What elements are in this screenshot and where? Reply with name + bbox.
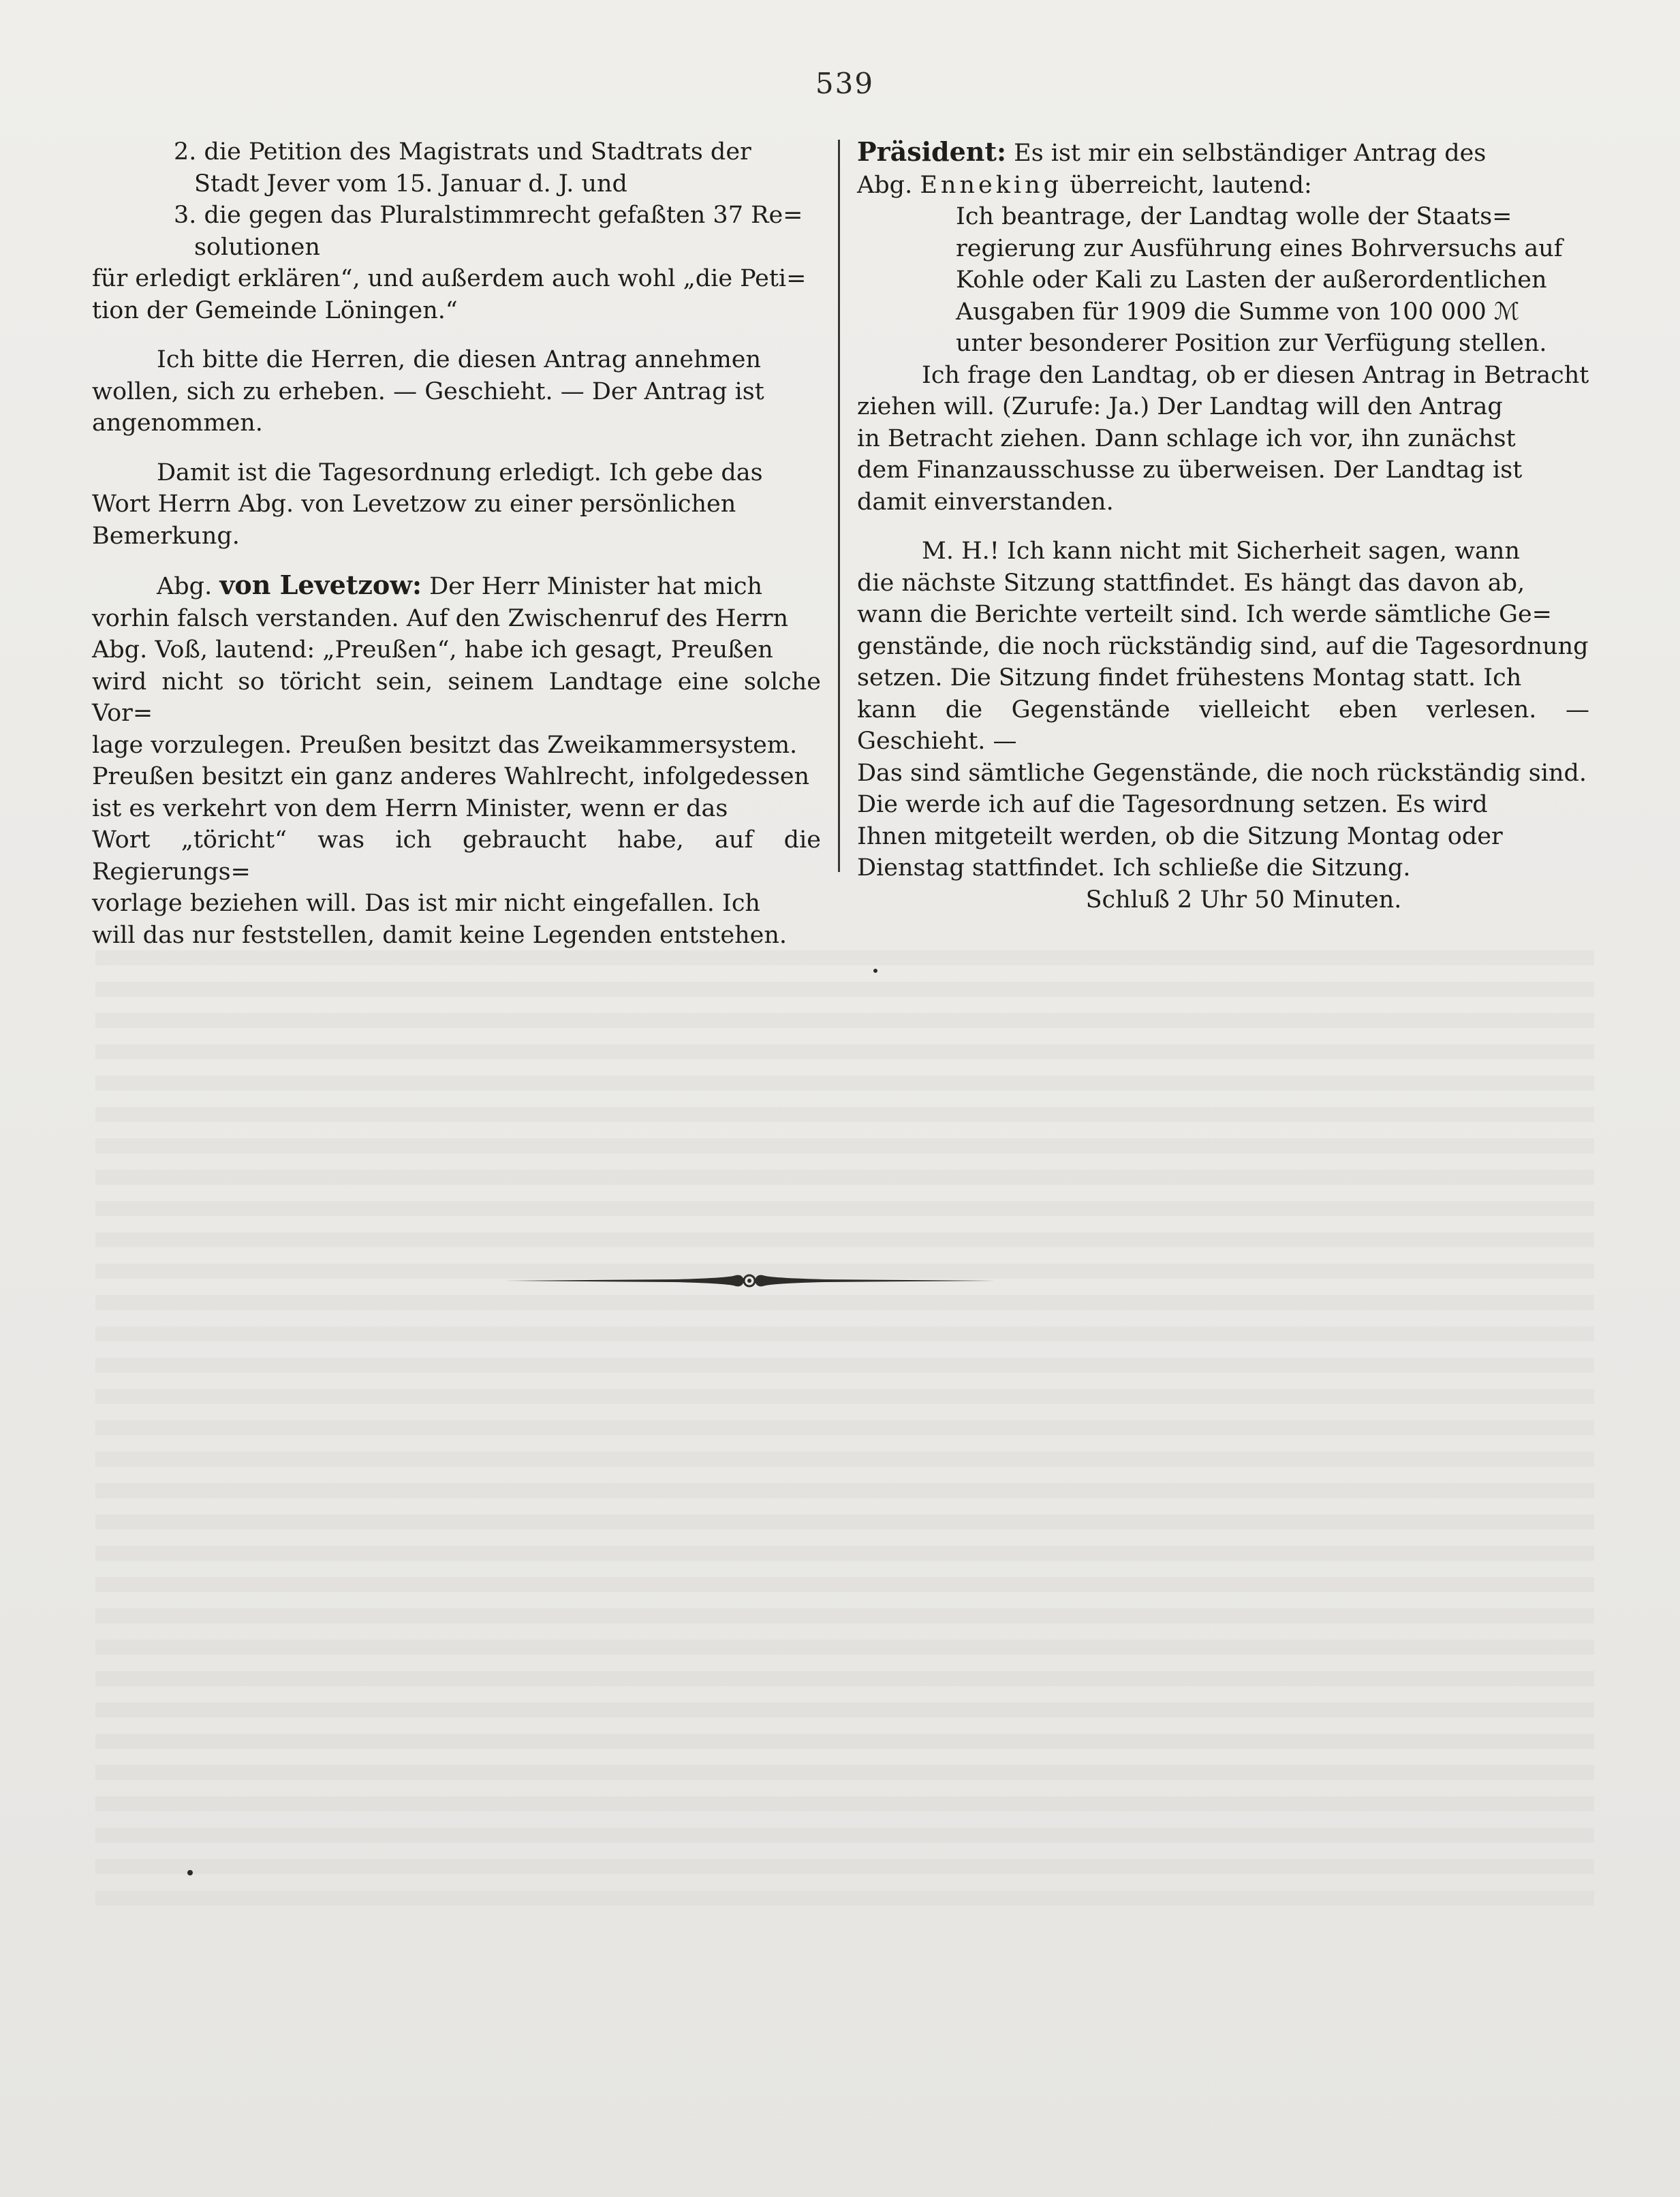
ornament-right-swash — [755, 1275, 995, 1287]
list-item-3: 3. die gegen das Pluralstimmrecht gefaßten 37 Re= solutionen — [174, 202, 803, 261]
paragraph-consideration: Ich frage den Landtag, ob er diesen Antrag in Betracht ziehen will. (Zurufe: Ja.) Der Landtag will den Antrag in Betracht ziehen. Dann schlage ich vor, ihn zunächst dem Finanzausschusse zu überweisen. Der Landtag ist damit einverstanden. — [857, 361, 1589, 516]
column-divider — [838, 140, 840, 872]
paragraph-agenda-done: Damit ist die Tagesordnung erledigt. Ich gebe das Wort Herrn Abg. von Levetzow zu einer persönlichen Bemerkung. — [92, 458, 763, 550]
ornament-center-dot — [747, 1279, 751, 1283]
paragraph-next-session: M. H.! Ich kann nicht mit Sicherheit sagen, wann die nächste Sitzung stattfindet. Es hängt das davon ab, wann die Berichte verteilt sind. Ich werde sämtliche Ge= genstände, die noch rückständig sind, auf die Tagesordnung setzen. Die Sitzung findet frühestens Montag statt. Ich kann die Gegenstände vielleicht eben verlesen. — Geschieht. — Das sind sämtliche Gegenstände, die noch rückständig sind. Die werde ich auf die Tagesordnung setzen. Es wird Ihnen mitgeteilt werden, ob die Sitzung Montag oder Dienstag stattfindet. Ich schließe die Sitzung. — [857, 537, 1589, 882]
paragraph-vote: Ich bitte die Herren, die diesen Antrag annehmen wollen, sich zu erheben. — Geschieht. — Der Antrag ist angenommen. — [92, 346, 764, 437]
paragraph-declare-settled: für erledigt erklären“, und außerdem auch wohl „die Peti= tion der Gemeinde Löningen.“ — [92, 265, 807, 324]
paragraph-levetzow-remark: Abg. von Levetzow: Der Herr Minister hat mich vorhin falsch verstanden. Auf den Zwischenruf des Herrn Abg. Voß, lautend: „Preußen“, habe ich gesagt, Preußen wird nicht so töricht sein, seinem Landtage eine solche Vor= lage vorzulegen. Preußen besitzt das Zweikammersystem. Preußen besitzt ein ganz anderes Wahlrecht, infolgedessen ist es verkehrt von dem Herrn Minister, wenn er das Wort „töricht“ was ich gebraucht habe, auf die Regierungs= vorlage beziehen will. Das ist mir nicht eingefallen. Ich will das nur feststellen, damit keine Legenden entstehen. — [92, 570, 821, 949]
bleed-through-shadow — [95, 950, 1594, 1918]
ink-speck — [187, 1870, 193, 1875]
list-item-2: 2. die Petition des Magistrats und Stadtrats der Stadt Jever vom 15. Januar d. J. und — [174, 138, 751, 198]
name-enneking: Enneking — [920, 171, 1063, 199]
ornament-left-swash — [504, 1275, 744, 1287]
closing-time: Schluß 2 Uhr 50 Minuten. — [1085, 886, 1402, 914]
paragraph-president-motion: Präsident: Es ist mir ein selbständiger Antrag des Abg. Enneking überreicht, lautend: — [857, 136, 1487, 199]
ornamental-divider — [504, 1267, 995, 1294]
ink-speck — [873, 969, 877, 973]
speaker-levetzow: von Levetzow: — [219, 570, 422, 600]
left-column — [92, 136, 821, 951]
speaker-president: Präsident: — [857, 136, 1007, 167]
page-number: 539 — [815, 67, 875, 100]
right-column — [857, 136, 1589, 916]
motion-text: Ich beantrage, der Landtag wolle der Staats= regierung zur Ausführung eines Bohrversuchs auf Kohle oder Kali zu Lasten der außerordentlichen Ausgaben für 1909 die Summe von 100 000 ℳ unter besonderer Position zur Verfügung stellen. — [956, 203, 1563, 357]
